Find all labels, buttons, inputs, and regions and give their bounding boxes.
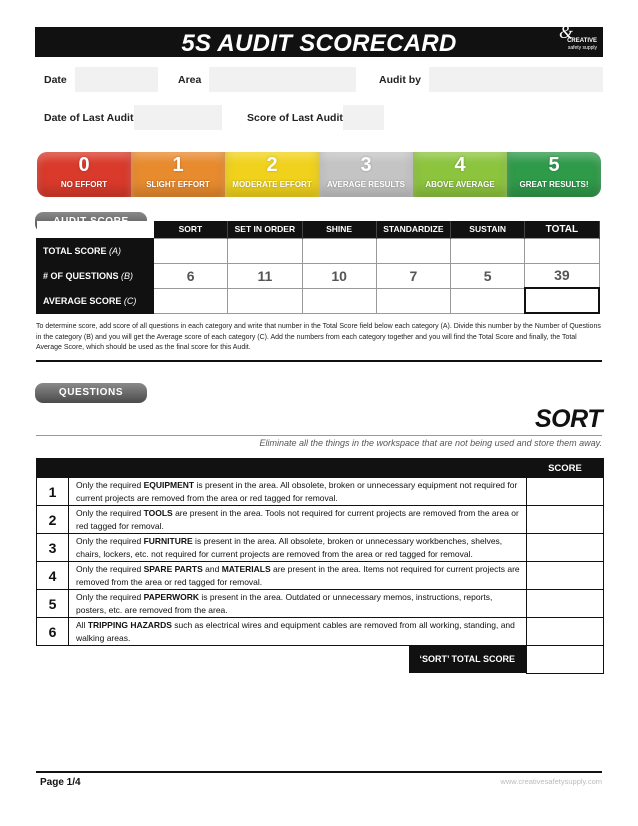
question-score-cell[interactable] bbox=[527, 590, 604, 618]
scale-3: 3 AVERAGE RESULTS bbox=[319, 152, 413, 197]
col-sort: SORT bbox=[154, 221, 228, 238]
col-standardize: STANDARDIZE bbox=[376, 221, 450, 238]
question-number: 6 bbox=[37, 618, 69, 646]
total-score-cell[interactable] bbox=[451, 238, 525, 263]
question-text: Only the required PAPERWORK is present in the area. Outdated or unnecessary memos, instructions, reports, posters, etc. are removed from the area. bbox=[69, 590, 527, 618]
average-score-total-cell[interactable] bbox=[525, 288, 599, 313]
scale-5: 5 GREAT RESULTS! bbox=[507, 152, 601, 197]
col-set-in-order: SET IN ORDER bbox=[228, 221, 302, 238]
total-score-cell[interactable] bbox=[525, 238, 599, 263]
score-header: SCORE bbox=[527, 459, 604, 478]
page-number: Page 1/4 bbox=[40, 777, 81, 788]
question-text: Only the required SPARE PARTS and MATERIALS are present in the area. Items not required for current projects are removed from the area or red tagged for removal. bbox=[69, 562, 527, 590]
scale-1: 1 SLIGHT EFFORT bbox=[131, 152, 225, 197]
date-last-audit-field[interactable] bbox=[134, 105, 222, 130]
question-score-cell[interactable] bbox=[527, 506, 604, 534]
score-last-audit-label: Score of Last Audit bbox=[247, 112, 343, 124]
questions-count: 11 bbox=[228, 263, 302, 288]
question-text: Only the required EQUIPMENT is present in the area. All obsolete, broken or unnecessary equipment not required for current projects are removed from the area or red tagged for removal. bbox=[69, 478, 527, 506]
question-number: 5 bbox=[37, 590, 69, 618]
question-number: 1 bbox=[37, 478, 69, 506]
audit-by-field[interactable] bbox=[429, 67, 603, 92]
date-label: Date bbox=[44, 74, 67, 86]
sort-total-label: ‘SORT’ TOTAL SCORE bbox=[409, 646, 527, 673]
questions-count: 7 bbox=[376, 263, 450, 288]
average-score-cell[interactable] bbox=[376, 288, 450, 313]
average-score-cell[interactable] bbox=[228, 288, 302, 313]
scale-4: 4 ABOVE AVERAGE bbox=[413, 152, 507, 197]
total-score-cell[interactable] bbox=[302, 238, 376, 263]
total-score-cell[interactable] bbox=[154, 238, 228, 263]
audit-score-table bbox=[36, 221, 600, 314]
question-row bbox=[37, 618, 604, 646]
question-row bbox=[37, 506, 604, 534]
questions-count: 6 bbox=[154, 263, 228, 288]
question-text: Only the required FURNITURE is present in the area. All obsolete, broken or unnecessary workbenches, shelves, chairs, lockers, etc. not required for current projects are removed from the area or red tagged for removal. bbox=[69, 534, 527, 562]
col-sustain: SUSTAIN bbox=[451, 221, 525, 238]
question-score-cell[interactable] bbox=[527, 478, 604, 506]
area-field[interactable] bbox=[209, 67, 356, 92]
title-bar bbox=[35, 22, 603, 57]
total-score-row bbox=[37, 238, 600, 263]
total-score-label: TOTAL SCORE (A) bbox=[37, 238, 154, 263]
sort-divider bbox=[36, 435, 602, 436]
question-number: 3 bbox=[37, 534, 69, 562]
question-text: Only the required TOOLS are present in the area. Tools not required for current projects are removed from the area or red tagged for removal. bbox=[69, 506, 527, 534]
col-total: TOTAL bbox=[525, 221, 599, 238]
scale-2: 2 MODERATE EFFORT bbox=[225, 152, 319, 197]
brand-logo: & CREATIVE safety supply bbox=[559, 22, 597, 51]
score-last-audit-field[interactable] bbox=[343, 105, 384, 130]
footer-divider bbox=[36, 771, 602, 773]
col-shine: SHINE bbox=[302, 221, 376, 238]
questions-header-blank bbox=[37, 459, 527, 478]
question-score-cell[interactable] bbox=[527, 534, 604, 562]
date-last-audit-label: Date of Last Audit bbox=[44, 112, 134, 124]
page-title: 5S AUDIT SCORECARD bbox=[181, 30, 457, 57]
questions-count: 10 bbox=[302, 263, 376, 288]
average-score-cell[interactable] bbox=[302, 288, 376, 313]
average-score-row bbox=[37, 288, 600, 313]
question-row bbox=[37, 534, 604, 562]
total-score-cell[interactable] bbox=[228, 238, 302, 263]
instructions-text: To determine score, add score of all questions in each category and write that number in the Total Score field below each category (A). Divide this number by the Number of Questions in the category (B) and you will get the Average score of each category (C). Add the numbers from each category together and you will find the Total Score and finally, the Total Average Score, which should be used as the final score for this Audit. bbox=[36, 323, 601, 351]
question-row bbox=[37, 562, 604, 590]
sort-total-score-cell[interactable] bbox=[527, 646, 604, 674]
sort-title: SORT bbox=[535, 405, 602, 433]
questions-heading: QUESTIONS bbox=[35, 383, 147, 403]
scale-0: 0 NO EFFORT bbox=[37, 152, 131, 197]
section-divider bbox=[36, 360, 602, 362]
question-number: 4 bbox=[37, 562, 69, 590]
question-row bbox=[37, 590, 604, 618]
question-score-cell[interactable] bbox=[527, 562, 604, 590]
question-text: All TRIPPING HAZARDS such as electrical wires and equipment cables are removed from all working, standing, and walking areas. bbox=[69, 618, 527, 646]
question-row bbox=[37, 478, 604, 506]
average-score-label: AVERAGE SCORE (C) bbox=[37, 288, 154, 313]
questions-row bbox=[37, 263, 600, 288]
date-field[interactable] bbox=[75, 67, 158, 92]
sort-questions-table bbox=[36, 458, 604, 674]
audit-by-label: Audit by bbox=[379, 74, 421, 86]
question-number: 2 bbox=[37, 506, 69, 534]
questions-count: 5 bbox=[451, 263, 525, 288]
question-score-cell[interactable] bbox=[527, 618, 604, 646]
questions-count-total: 39 bbox=[525, 263, 599, 288]
sort-subtitle: Eliminate all the things in the workspace that are not being used and store them away. bbox=[259, 438, 602, 448]
total-score-cell[interactable] bbox=[376, 238, 450, 263]
questions-label: # OF QUESTIONS (B) bbox=[37, 263, 154, 288]
website-url: www.creativesafetysupply.com bbox=[500, 777, 602, 786]
average-score-cell[interactable] bbox=[451, 288, 525, 313]
area-label: Area bbox=[178, 74, 202, 86]
average-score-cell[interactable] bbox=[154, 288, 228, 313]
